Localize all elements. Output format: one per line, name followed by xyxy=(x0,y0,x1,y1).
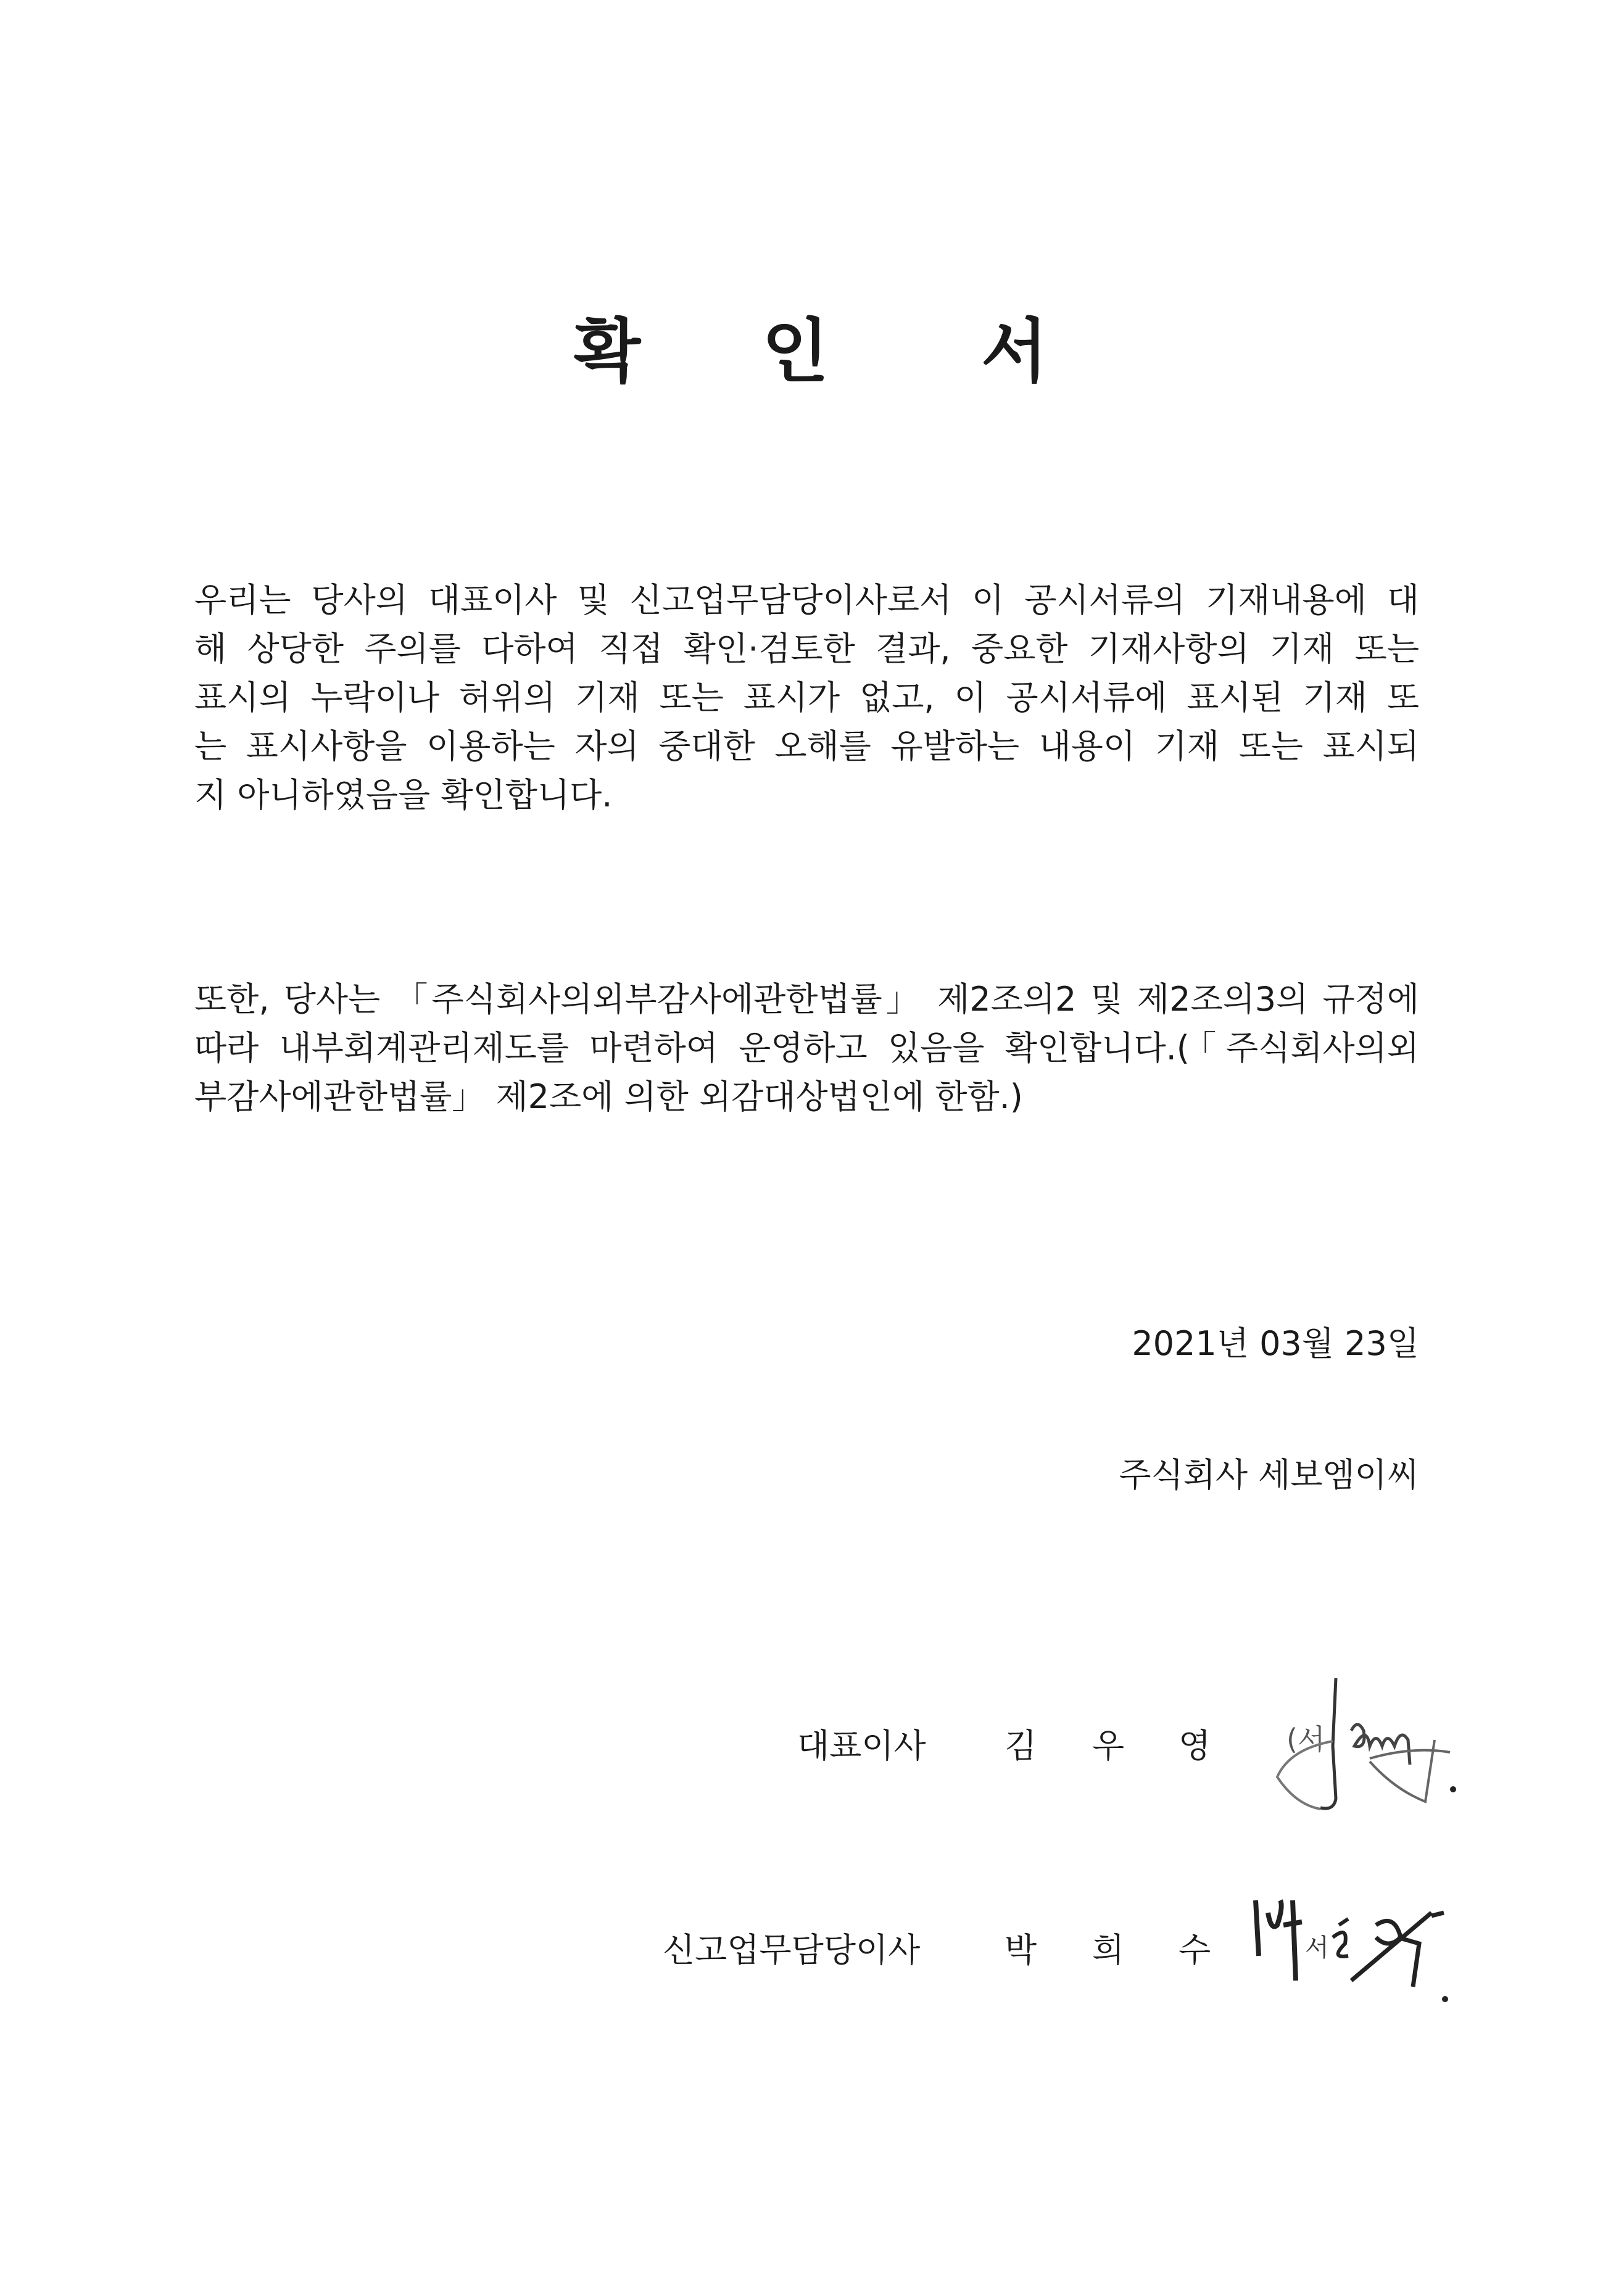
title-char: 서 xyxy=(981,311,1048,392)
svg-text:서: 서 xyxy=(1305,1934,1329,1962)
signatory-name-char: 박 xyxy=(1005,1931,1037,1969)
text-line: 지 아니하였음을 확인합니다. xyxy=(194,776,613,814)
document-date: 2021년 03월 23일 xyxy=(1132,1324,1419,1363)
svg-text:(서: (서 xyxy=(1286,1723,1325,1756)
text-line: 부감사에관한법률」 제2조에 의한 외감대상법인에 한함.) xyxy=(194,1077,1023,1116)
signatory-role: 신고업무담당이사 xyxy=(663,1931,921,1969)
text-line: 해 상당한 주의를 다하여 직접 확인·검토한 결과, 중요한 기재사항의 기재 또는 xyxy=(194,629,1419,668)
title-char: 인 xyxy=(762,311,829,392)
signatory-name-char: 영 xyxy=(1179,1726,1211,1765)
text-line: 또한, 당사는 「주식회사의외부감사에관한법률」 제2조의2 및 제2조의3의 규정에 xyxy=(194,980,1419,1019)
text-line: 는 표시사항을 이용하는 자의 중대한 오해를 유발하는 내용이 기재 또는 표시되 xyxy=(194,727,1419,766)
signature-ceo xyxy=(1253,1672,1512,1826)
document-title xyxy=(0,296,1624,392)
signature-cfo xyxy=(1246,1888,1481,2011)
signatory-role: 대표이사 xyxy=(797,1726,926,1765)
signatory-name-char: 수 xyxy=(1179,1931,1211,1969)
signatory-name-char: 우 xyxy=(1092,1726,1125,1765)
signatory-name-char: 김 xyxy=(1005,1726,1037,1765)
text-line: 우리는 당사의 대표이사 및 신고업무담당이사로서 이 공시서류의 기재내용에 대 xyxy=(194,581,1419,619)
title-char: 확 xyxy=(574,311,641,392)
confirmation-paragraph xyxy=(194,576,1419,819)
signatory-name-char: 희 xyxy=(1092,1931,1125,1969)
text-line: 표시의 누락이나 허위의 기재 또는 표시가 없고, 이 공시서류에 표시된 기재 또 xyxy=(194,678,1419,717)
internal-control-paragraph xyxy=(194,975,1419,1121)
text-line: 따라 내부회계관리제도를 마련하여 운영하고 있음을 확인합니다.(「주식회사의외 xyxy=(194,1029,1419,1067)
company-name: 주식회사 세보엠이씨 xyxy=(1119,1455,1419,1494)
